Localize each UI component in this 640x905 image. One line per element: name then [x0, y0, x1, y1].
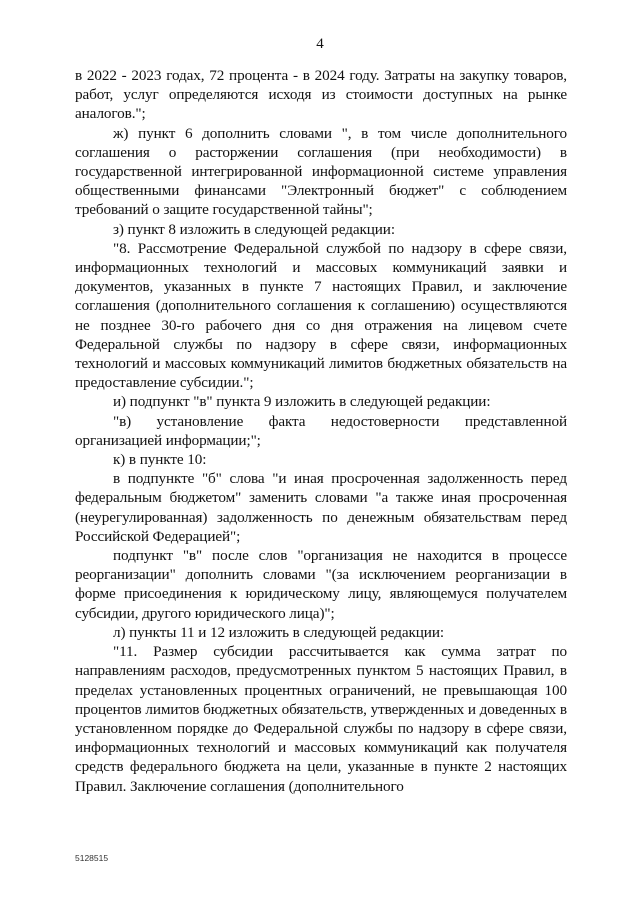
paragraph-quote-v: "в) установление факта недостоверности представленной организацией информации;"; [75, 412, 567, 449]
paragraph-subitem-v: подпункт "в" после слов "организация не находится в процессе реорганизации" дополнить словами "(за исключением реорганизации в форме присоединения к юридическому лицу, являющемуся получателем субсидии, другого юридического лица)"; [75, 547, 567, 622]
paragraph-continuation: в 2022 - 2023 годах, 72 процента - в 2024 году. Затраты на закупку товаров, работ, услуг определяются исходя из стоимости доступных на рынке аналогов."; [75, 67, 567, 123]
paragraph-quote-8: "8. Рассмотрение Федеральной службой по надзору в сфере связи, информационных технологий и массовых коммуникаций заявки и документов, указанных в пункте 7 настоящих Правил, и заключение соглашения (дополнительного соглашения к соглашению) осуществляются не позднее 30-го рабочего дня со дня отражения на лицевом счете Федеральной службы по надзору в сфере связи, информационных технологий и массовых коммуникаций лимитов бюджетных обязательств на предоставление субсидии."; [75, 239, 567, 392]
paragraph-item-l: л) пункты 11 и 12 изложить в следующей редакции: [113, 623, 444, 641]
paragraph-item-k: к) в пункте 10: [113, 451, 207, 469]
paragraph-item-zh: ж) пункт 6 дополнить словами ", в том числе дополнительного соглашения о расторжении соглашения (при необходимости) в государственной интегрированной информационной системе управления общественными финансами "Электронный бюджет" с соблюдением требований о защите государственной тайны"; [75, 124, 567, 219]
paragraph-item-i: и) подпункт "в" пункта 9 изложить в следующей редакции: [113, 393, 491, 411]
page-number: 4 [316, 36, 324, 52]
paragraph-item-z: з) пункт 8 изложить в следующей редакции: [113, 220, 395, 238]
paragraph-quote-11: "11. Размер субсидии рассчитывается как сумма затрат по направлениям расходов, предусмотренных пунктом 5 настоящих Правил, в пределах установленных процентных ограничений, не превышающая 100 процентов лимитов бюджетных обязательств, утвержденных и доведенных в установленном порядке до Федеральной службы по надзору в сфере связи, информационных технологий и массовых коммуникаций как получателя средств федерального бюджета на цели, указанные в пункте 2 настоящих Правил. Заключение соглашения (дополнительного [75, 643, 567, 795]
paragraph-subitem-b: в подпункте "б" слова "и иная просроченная задолженность перед федеральным бюджетом" заменить словами "а также иная просроченная (неурегулированная) задолженность по денежным обязательствам перед Российской Федерацией"; [75, 470, 567, 545]
document-code: 5128515 [75, 853, 109, 863]
document-body [75, 66, 567, 796]
